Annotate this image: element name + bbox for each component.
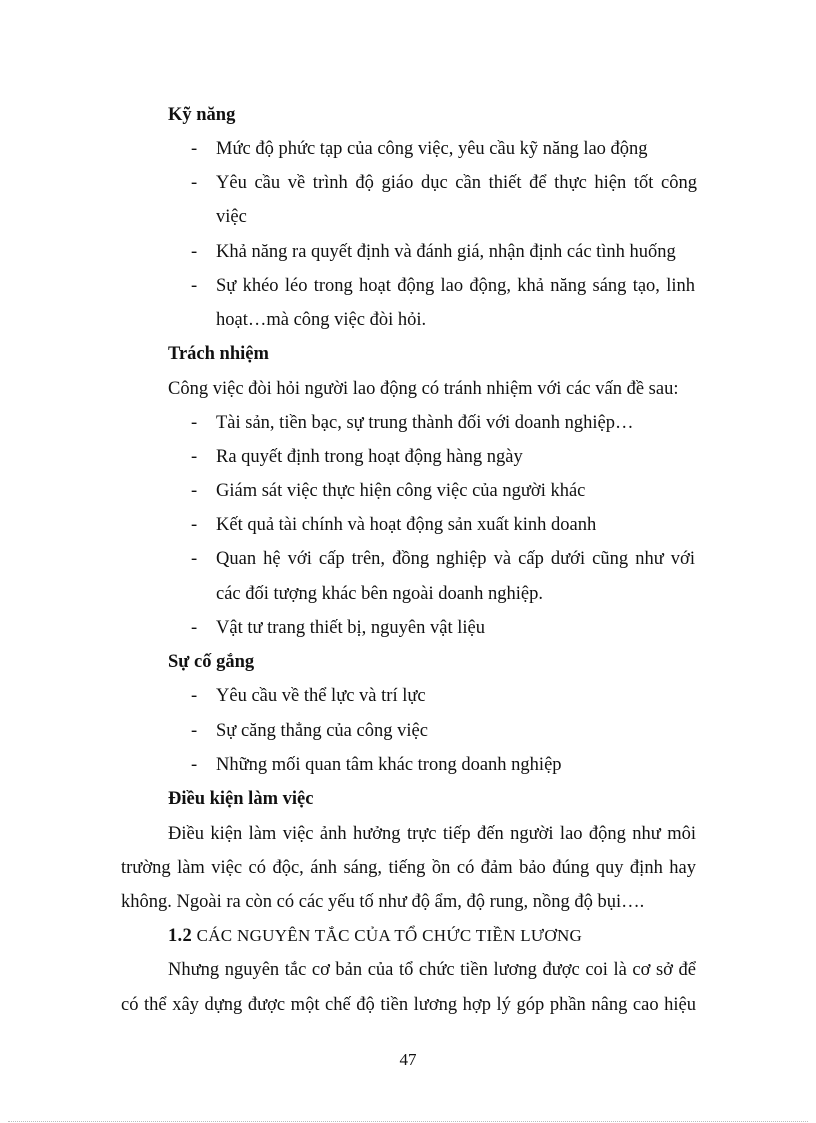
paragraph-line — [0, 955, 816, 985]
bullet-dash: - — [191, 139, 198, 159]
bullet-item — [0, 613, 816, 643]
bullet-text: Sự căng thẳng của công việc — [216, 721, 428, 741]
bullet-text: việc — [216, 207, 247, 227]
paragraph-line — [0, 853, 816, 883]
bullet-text: Giám sát việc thực hiện công việc của người khác — [216, 481, 586, 501]
section-title-text: CÁC NGUYÊN TẮC CỦA TỔ CHỨC TIỀN LƯƠNG — [196, 926, 583, 945]
bullet-item — [0, 544, 816, 574]
bullet-item — [0, 408, 816, 438]
bullet-item — [0, 510, 816, 540]
heading-conditions: Điều kiện làm việc — [168, 789, 314, 809]
bullet-dash: - — [191, 549, 198, 569]
section-title — [168, 921, 816, 951]
bullet-text: Vật tư trang thiết bị, nguyên vật liệu — [216, 618, 485, 638]
bullet-text: Yêu cầu về trình độ giáo dục cần thiết để thực hiện tốt công — [216, 173, 697, 193]
bullet-item — [0, 168, 816, 198]
page-bottom-border — [8, 1121, 808, 1122]
paragraph-text: Điều kiện làm việc ảnh hưởng trực tiếp đến người lao động như môi — [168, 824, 696, 844]
bullet-text: Ra quyết định trong hoạt động hàng ngày — [216, 447, 523, 467]
bullet-continuation — [0, 579, 816, 609]
bullet-text: Yêu cầu về thể lực và trí lực — [216, 686, 426, 706]
bullet-text: Những mối quan tâm khác trong doanh nghiệp — [216, 755, 562, 775]
bullet-item — [0, 476, 816, 506]
bullet-text: Sự khéo léo trong hoạt động lao động, khả năng sáng tạo, linh — [216, 276, 695, 296]
bullet-dash: - — [191, 481, 198, 501]
paragraph-line — [0, 887, 816, 917]
bullet-text: các đối tượng khác bên ngoài doanh nghiệp. — [216, 584, 544, 604]
paragraph-line — [0, 374, 816, 404]
bullet-item — [0, 681, 816, 711]
bullet-dash: - — [191, 721, 198, 741]
bullet-dash: - — [191, 242, 198, 262]
bullet-item — [0, 750, 816, 780]
heading-responsibility: Trách nhiệm — [168, 344, 269, 364]
page-number: 47 — [399, 1050, 417, 1069]
paragraph-text: có thể xây dựng được một chế độ tiền lương hợp lý góp phần nâng cao hiệu — [121, 995, 696, 1015]
heading-effort: Sự cố gắng — [168, 652, 255, 672]
bullet-dash: - — [191, 515, 198, 535]
bullet-text: Tài sản, tiền bạc, sự trung thành đối với doanh nghiệp… — [216, 413, 634, 433]
paragraph-line — [0, 990, 816, 1020]
bullet-item — [0, 716, 816, 746]
paragraph-text: không. Ngoài ra còn có các yếu tố như độ ẩm, độ rung, nồng độ bụi…. — [121, 892, 645, 912]
bullet-dash: - — [191, 755, 198, 775]
bullet-item — [0, 271, 816, 301]
bullet-dash: - — [191, 413, 198, 433]
bullet-text: Mức độ phức tạp của công việc, yêu cầu kỹ năng lao động — [216, 139, 648, 159]
bullet-text: Kết quả tài chính và hoạt động sản xuất kinh doanh — [216, 515, 597, 535]
bullet-text: Quan hệ với cấp trên, đồng nghiệp và cấp dưới cũng như với — [216, 549, 695, 569]
paragraph-text: trường làm việc có độc, ánh sáng, tiếng ồn có đảm bảo đúng quy định hay — [121, 858, 696, 878]
heading-skills: Kỹ năng — [168, 105, 236, 125]
bullet-item — [0, 134, 816, 164]
bullet-dash: - — [191, 447, 198, 467]
bullet-text: Khả năng ra quyết định và đánh giá, nhận định các tình huống — [216, 242, 676, 262]
bullet-continuation — [0, 202, 816, 232]
bullet-dash: - — [191, 618, 198, 638]
bullet-dash: - — [191, 276, 198, 296]
paragraph-line — [0, 819, 816, 849]
intro-text: Công việc đòi hỏi người lao động có tránh nhiệm với các vấn đề sau: — [168, 379, 679, 399]
bullet-item — [0, 237, 816, 267]
section-number: 1.2 — [168, 926, 193, 946]
bullet-dash: - — [191, 173, 198, 193]
bullet-dash: - — [191, 686, 198, 706]
bullet-continuation — [0, 305, 816, 335]
paragraph-text: Nhưng nguyên tắc cơ bản của tổ chức tiền lương được coi là cơ sở để — [168, 960, 696, 980]
bullet-text: hoạt…mà công việc đòi hỏi. — [216, 310, 427, 330]
bullet-item — [0, 442, 816, 472]
